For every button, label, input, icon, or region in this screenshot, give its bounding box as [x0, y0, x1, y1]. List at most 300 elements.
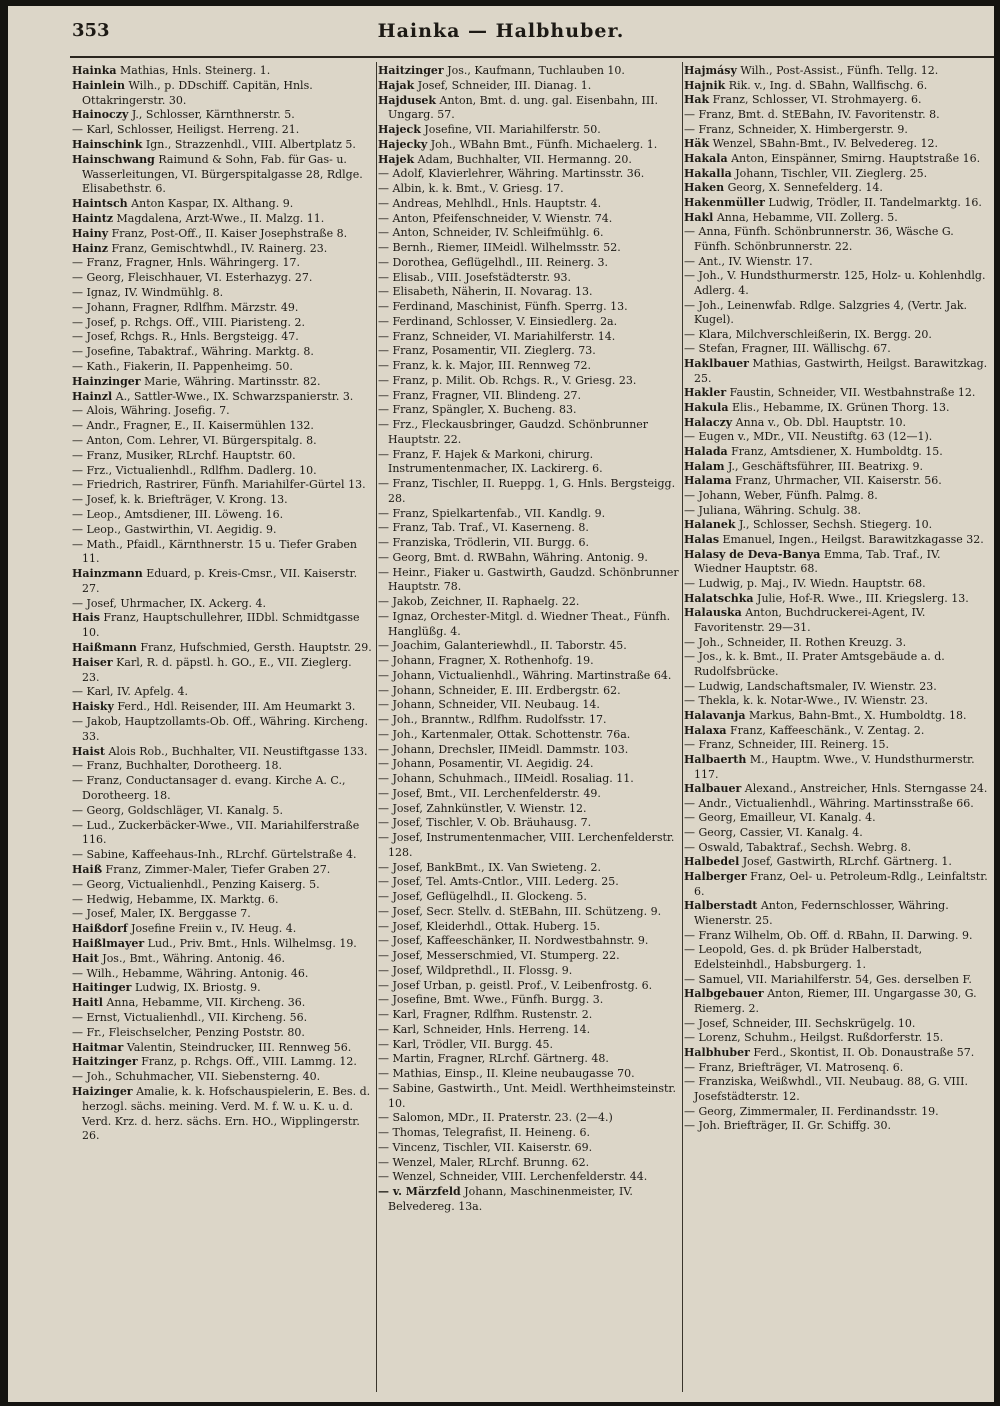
entry-surname: Halaczy	[684, 415, 733, 429]
entry-details: Emanuel, Ingen., Heilgst. Barawitzkagasse 32.	[719, 533, 984, 546]
entry-details: Franz, Zimmer-Maler, Tiefer Graben 27.	[102, 863, 331, 877]
entry-surname: Halauska	[684, 606, 742, 620]
entry-details: — Johann, Weber, Fünfh. Palmg. 8.	[684, 489, 878, 503]
entry-details: — Sabine, Gastwirth., Unt. Meidl. Werthheimsteinstr. 10.	[378, 1081, 676, 1110]
entry-surname: Halasy de Deva-Banya	[684, 547, 821, 561]
entry-details: Franz, p. Rchgs. Off., VIII. Lammg. 12.	[137, 1055, 357, 1069]
entry-details: Josef, Schneider, III. Dianag. 1.	[414, 78, 592, 92]
page-header	[8, 20, 994, 50]
entry-details: — Karl, Fragner, Rdlfhm. Rustenstr. 2.	[378, 1008, 593, 1021]
entry-details: M., Hauptm. Wwe., V. Hundsthurmerstr. 117.	[694, 752, 975, 781]
directory-entry	[378, 1067, 684, 1082]
directory-entry	[378, 1126, 684, 1141]
entry-details: — Wenzel, Schneider, VIII. Lerchenfelderstr. 44.	[378, 1170, 648, 1184]
entry-details: — Wilh., Hebamme, Währing. Antonig. 46.	[72, 966, 309, 980]
entry-details: Anton, Bmt. d. ung. gal. Eisenbahn, III. Ungarg. 57.	[388, 93, 659, 122]
directory-entry	[72, 419, 372, 434]
entry-surname: Halaxa	[684, 723, 727, 737]
page-number: 353	[72, 20, 110, 41]
directory-entry	[72, 863, 372, 878]
entry-details: Anton Kaspar, IX. Althang. 9.	[127, 197, 294, 211]
entry-details: — Heinr., Fiaker u. Gastwirth, Gaudzd. Schönbrunner Hauptstr. 78.	[378, 565, 679, 594]
entry-details: — Andreas, Mehlhdl., Hnls. Hauptstr. 4.	[378, 196, 602, 210]
entry-details: — Joachim, Galanteriewhdl., II. Taborstr. 45.	[378, 639, 627, 653]
entry-details: Magdalena, Arzt-Wwe., II. Malzg. 11.	[113, 211, 325, 225]
entry-details: Franz, Schlosser, VI. Strohmayerg. 6.	[709, 93, 922, 107]
entry-details: — Josef, Secr. Stellv. d. StEBahn, III. Schützeng. 9.	[378, 904, 662, 918]
directory-entry	[684, 606, 990, 635]
entry-details: Marie, Währing. Martinsstr. 82.	[140, 374, 321, 388]
directory-entry	[684, 694, 990, 709]
directory-entry	[72, 153, 372, 197]
entry-surname: Halas	[684, 533, 720, 546]
directory-entry	[684, 181, 990, 196]
entry-surname: Halanek	[684, 518, 736, 532]
entry-details: Rik. v., Ing. d. SBahn, Wallfischg. 6.	[725, 78, 928, 92]
directory-entry	[378, 595, 684, 610]
entry-details: — Franz, Schneider, VI. Mariahilferstr. 14.	[378, 329, 616, 343]
directory-entry	[684, 592, 990, 607]
directory-entry	[684, 167, 990, 182]
entry-details: — Johann, Schneider, VII. Neubaug. 14.	[378, 698, 600, 712]
entry-details: — Johann, Posamentir, VI. Aegidig. 24.	[378, 757, 594, 771]
entry-details: Adam, Buchhalter, VII. Hermanng. 20.	[414, 152, 632, 166]
entry-surname: Hak	[684, 93, 710, 107]
directory-entry	[378, 330, 684, 345]
entry-surname: Hajek	[378, 152, 415, 166]
entry-surname: Haitzinger	[72, 1055, 138, 1069]
directory-entry	[684, 680, 990, 695]
entry-details: — Josef, Uhrmacher, IX. Ackerg. 4.	[72, 596, 266, 610]
entry-details: — Josef, Maler, IX. Berggasse 7.	[72, 907, 251, 921]
entry-surname: Hajecky	[378, 137, 428, 151]
entry-details: — Georg, Victualienhdl., Penzing Kaiserg. 5.	[72, 877, 320, 891]
directory-entry	[72, 301, 372, 316]
directory-entry	[684, 504, 990, 519]
entry-surname: Hais	[72, 611, 100, 625]
entry-details: — Joh., V. Hundsthurmerstr. 125, Holz- u. Kohlenhdlg. Adlerg. 4.	[684, 269, 986, 297]
entry-details: — Joh., Schneider, II. Rothen Kreuzg. 3.	[684, 635, 907, 649]
entry-details: — Karl, Schneider, Hnls. Herreng. 14.	[378, 1022, 591, 1036]
entry-details: Alois Rob., Buchhalter, VII. Neustiftgasse 133.	[104, 744, 368, 758]
entry-details: — Josef, Schneider, III. Sechskrügelg. 10.	[684, 1016, 916, 1030]
directory-entry	[378, 698, 684, 713]
directory-entry	[378, 964, 684, 979]
entry-details: Jos., Bmt., Währing. Antonig. 46.	[98, 951, 285, 965]
page-title: Hainka — Halbhuber.	[377, 20, 625, 42]
directory-entry	[378, 1008, 684, 1023]
directory-entry	[684, 1031, 990, 1046]
directory-entry	[684, 650, 990, 679]
entry-details: — Hedwig, Hebamme, IX. Marktg. 6.	[72, 892, 279, 906]
directory-entry	[378, 831, 684, 861]
entry-details: — Franz, Musiker, RLrchf. Hauptstr. 60.	[72, 448, 296, 462]
entry-details: Valentin, Steindrucker, III. Rennweg 56.	[123, 1040, 352, 1054]
entry-details: Georg, X. Sennefelderg. 14.	[724, 181, 883, 195]
directory-entry	[378, 300, 684, 315]
entry-details: — Josef, BankBmt., IX. Van Swieteng. 2.	[378, 860, 601, 874]
entry-details: — Bernh., Riemer, IIMeidl. Wilhelmsstr. 52.	[378, 241, 621, 254]
entry-surname: Hainzl	[72, 389, 113, 403]
directory-entry	[72, 256, 372, 271]
directory-entry	[378, 772, 684, 787]
entry-details: — Jos., k. k. Bmt., II. Prater Amtsgebäude a. d. Rudolfsbrücke.	[684, 650, 945, 678]
directory-entry	[378, 1185, 684, 1215]
directory-entry	[684, 269, 990, 298]
directory-entry	[378, 713, 684, 728]
entry-details: — Johann, Fragner, Rdlfhm. Märzstr. 49.	[72, 300, 299, 314]
directory-entry	[378, 79, 684, 94]
entry-details: — Joh., Branntw., Rdlfhm. Rudolfsstr. 17.	[378, 713, 607, 726]
entry-details: Josefine Freiin v., IV. Heug. 4.	[127, 922, 297, 936]
entry-details: — Georg, Goldschläger, VI. Kanalg. 5.	[72, 803, 283, 817]
entry-details: — Wenzel, Maler, RLrchf. Brunng. 62.	[378, 1155, 590, 1169]
directory-entry	[72, 212, 372, 227]
entry-details: Johann, Tischler, VII. Zieglerg. 25.	[731, 166, 928, 180]
directory-entry	[378, 920, 684, 935]
directory-entry	[72, 523, 372, 538]
directory-entry	[378, 418, 684, 448]
entry-surname: Halavanja	[684, 708, 746, 722]
directory-entry	[378, 536, 684, 551]
entry-details: — Josef Urban, p. geistl. Prof., V. Leibenfrostg. 6.	[378, 978, 653, 992]
entry-details: — Ludwig, p. Maj., IV. Wiedn. Hauptstr. 68.	[684, 576, 926, 590]
entry-details: Franz, Post-Off., II. Kaiser Josephstraße 8.	[108, 226, 348, 240]
column-3	[684, 64, 990, 1394]
directory-entry	[684, 518, 990, 533]
directory-entry	[684, 211, 990, 226]
directory-entry	[72, 804, 372, 819]
directory-entry	[378, 551, 684, 566]
directory-entry	[378, 787, 684, 802]
directory-entry	[72, 390, 372, 405]
entry-details: Emma, Tab. Traf., IV. Wiedner Hauptstr. 68.	[694, 547, 941, 576]
directory-entry	[378, 949, 684, 964]
directory-entry	[72, 449, 372, 464]
directory-entry	[72, 316, 372, 331]
entry-surname: Haitzinger	[378, 64, 444, 77]
entry-details: — Josefine, Tabaktraf., Währing. Marktg. 8.	[72, 345, 314, 359]
directory-entry	[378, 610, 684, 640]
entry-details: — Johann, Fragner, X. Rothenhofg. 19.	[378, 654, 594, 667]
entry-details: — Franz, p. Milit. Ob. Rchgs. R., V. Griesg. 23.	[378, 373, 637, 387]
directory-entry	[72, 893, 372, 908]
entry-details: — Friedrich, Rastrirer, Fünfh. Mariahilfer-Gürtel 13.	[72, 478, 366, 492]
entry-surname: Hakalla	[684, 166, 732, 180]
directory-entry	[684, 811, 990, 826]
entry-details: J., Schlosser, Kärnthnerstr. 5.	[128, 108, 295, 122]
directory-entry	[378, 1052, 684, 1067]
directory-entry	[378, 566, 684, 596]
directory-entry	[378, 507, 684, 522]
column-divider	[376, 62, 377, 1392]
entry-details: — Josef, Messerschmied, VI. Stumperg. 22.	[378, 949, 620, 962]
directory-entry	[684, 225, 990, 254]
directory-entry	[684, 548, 990, 577]
entry-details: Mathias, Hnls. Steinerg. 1.	[116, 64, 271, 77]
directory-entry	[378, 64, 684, 79]
directory-entry	[72, 123, 372, 138]
entry-surname: Hakenmüller	[684, 195, 765, 209]
entry-surname: Hainzmann	[72, 567, 143, 581]
entry-details: — Karl, Schlosser, Heiligst. Herreng. 21.	[72, 123, 300, 137]
entry-surname: Halbedel	[684, 855, 740, 869]
entry-details: Ferd., Skontist, II. Ob. Donaustraße 57.	[749, 1045, 975, 1059]
entry-details: — Franz, Posamentir, VII. Zieglerg. 73.	[378, 344, 596, 358]
entry-details: — Josef, k. k. Briefträger, V. Krong. 13.	[72, 493, 288, 507]
directory-entry	[378, 256, 684, 271]
directory-entry	[378, 816, 684, 831]
directory-entry	[72, 79, 372, 109]
entry-details: — Georg, Fleischhauer, VI. Esterhazyg. 27.	[72, 271, 313, 285]
entry-details: Wilh., Post-Assist., Fünfh. Tellg. 12.	[736, 64, 939, 77]
directory-entry	[684, 841, 990, 856]
directory-entry	[684, 738, 990, 753]
directory-entry	[72, 493, 372, 508]
entry-details: Franz, Hauptschullehrer, IIDbl. Schmidtgasse 10.	[82, 611, 360, 640]
directory-entry	[72, 434, 372, 449]
entry-details: — Joh., Schuhmacher, VII. Siebensterng. 40.	[72, 1070, 321, 1084]
entry-details: — Martin, Fragner, RLrchf. Gärtnerg. 48.	[378, 1052, 609, 1066]
entry-details: Faustin, Schneider, VII. Westbahnstraße 12.	[726, 386, 976, 400]
entry-details: Mathias, Gastwirth, Heilgst. Barawitzkag. 25.	[694, 357, 988, 385]
directory-entry	[72, 952, 372, 967]
entry-details: — Josef, Tischler, V. Ob. Bräuhausg. 7.	[378, 816, 592, 830]
directory-entry	[378, 241, 684, 256]
entry-details: — Josef, Rchgs. R., Hnls. Bergsteigg. 47.	[72, 330, 299, 344]
directory-entry	[72, 538, 372, 568]
entry-details: — Anton, Com. Lehrer, VI. Bürgerspitalg. 8.	[72, 433, 317, 447]
entry-details: — Joh., Kartenmaler, Ottak. Schottenstr. 76a.	[378, 727, 631, 741]
directory-entry	[72, 404, 372, 419]
directory-entry	[378, 226, 684, 241]
directory-entry	[72, 922, 372, 937]
directory-entry	[378, 802, 684, 817]
entry-details: — Karl, IV. Apfelg. 4.	[72, 685, 189, 699]
entry-details: Ign., Strazzenhdl., VIII. Albertplatz 5.	[142, 137, 356, 151]
entry-details: — Johann, Schuhmach., IIMeidl. Rosaliag. 11.	[378, 772, 634, 785]
directory-entry	[378, 1156, 684, 1171]
entry-details: — Georg, Bmt. d. RWBahn, Währing. Antonig. 9.	[378, 550, 648, 564]
entry-details: — Franz, Schneider, III. Reinerg. 15.	[684, 738, 890, 752]
directory-entry	[72, 567, 372, 597]
directory-entry	[684, 1061, 990, 1076]
entry-details: — Leopold, Ges. d. pk Brüder Halberstadt, Edelsteinhdl., Habsburgerg. 1.	[684, 943, 923, 972]
entry-details: Wilh., p. DDschiff. Capitän, Hnls. Ottakringerstr. 30.	[82, 78, 313, 107]
directory-entry	[684, 899, 990, 928]
entry-details: — Franz, Fragner, Hnls. Währingerg. 17.	[72, 256, 300, 270]
directory-entry	[684, 709, 990, 724]
entry-details: — Franziska, Trödlerin, VII. Burgg. 6.	[378, 536, 589, 549]
directory-entry	[72, 227, 372, 242]
directory-entry	[684, 386, 990, 401]
entry-surname: Hait	[72, 951, 99, 965]
directory-entry	[684, 724, 990, 739]
directory-entry	[684, 64, 990, 79]
directory-entry	[72, 981, 372, 996]
directory-entry	[72, 774, 372, 804]
directory-entry	[378, 1038, 684, 1053]
directory-entry	[72, 345, 372, 360]
entry-details: — Samuel, VII. Mariahilferstr. 54, Ges. derselben F.	[684, 972, 972, 986]
directory-entry	[378, 669, 684, 684]
directory-entry	[72, 64, 372, 79]
entry-surname: Hainzinger	[72, 374, 141, 388]
directory-entry	[378, 757, 684, 772]
entry-details: — Franz, k. k. Major, III. Rennweg 72.	[378, 359, 591, 372]
directory-entry	[684, 445, 990, 460]
directory-entry	[72, 937, 372, 952]
directory-entry	[378, 905, 684, 920]
directory-entry	[378, 1082, 684, 1112]
entry-details: — Jakob, Zeichner, II. Raphaelg. 22.	[378, 595, 580, 608]
entry-details: — Johann, Drechsler, IIMeidl. Dammstr. 103.	[378, 742, 629, 756]
column-1	[72, 64, 372, 1394]
directory-entry	[378, 197, 684, 212]
directory-entry	[72, 1011, 372, 1026]
directory-entry	[72, 138, 372, 153]
directory-entry	[684, 489, 990, 504]
directory-entry	[684, 328, 990, 343]
entry-details: Ludwig, Trödler, II. Tandelmarktg. 16.	[764, 195, 982, 209]
entry-details: — Albin, k. k. Bmt., V. Griesg. 17.	[378, 182, 564, 195]
directory-entry	[72, 1070, 372, 1085]
entry-details: — Frz., Victualienhdl., Rdlfhm. Dadlerg. 10.	[72, 463, 317, 477]
entry-details: Amalie, k. k. Hofschauspielerin, E. Bes. d. herzogl. sächs. meining. Verd. M. f. W. u. K. u. d. Verd. Krz. d. herz. sächs. Ern. HO., Wipplingerstr. 26.	[82, 1084, 371, 1143]
directory-entry	[72, 108, 372, 123]
directory-entry	[378, 654, 684, 669]
entry-details: — Stefan, Fragner, III. Wällischg. 67.	[684, 342, 891, 356]
directory-entry	[684, 870, 990, 899]
entry-details: — Andr., Fragner, E., II. Kaisermühlen 132.	[72, 419, 314, 433]
directory-entry	[684, 855, 990, 870]
directory-entry	[684, 1075, 990, 1104]
entry-details: Franz, Oel- u. Petroleum-Rdlg., Leinfaltstr. 6.	[694, 870, 988, 898]
directory-entry	[72, 375, 372, 390]
entry-surname: Hainschwang	[72, 152, 155, 166]
entry-details: — Salomon, MDr., II. Praterstr. 23. (2—4.)	[378, 1111, 613, 1125]
entry-details: — Franziska, Weißwhdl., VII. Neubaug. 88, G. VIII. Josefstädterstr. 12.	[684, 1075, 968, 1103]
entry-details: — Jakob, Hauptzollamts-Ob. Off., Währing. Kircheng. 33.	[72, 715, 368, 743]
directory-entry	[684, 401, 990, 416]
entry-details: — Joh., Leinenwfab. Rdlge. Salzgries 4, (Vertr. Jak. Kugel).	[684, 298, 968, 327]
directory-entry	[72, 197, 372, 212]
entry-details: Johann, Maschinenmeister, IV. Belvedereg. 13a.	[388, 1185, 633, 1213]
entry-details: — Georg, Emailleur, VI. Kanalg. 4.	[684, 811, 876, 825]
directory-entry	[684, 1017, 990, 1032]
entry-details: — Johann, Victualienhdl., Währing. Martinstraße 64.	[378, 668, 672, 682]
entry-surname: Haiß	[72, 863, 103, 877]
entry-details: — Johann, Schneider, E. III. Erdbergstr. 62.	[378, 683, 621, 697]
directory-entry	[684, 943, 990, 972]
directory-entry	[378, 875, 684, 890]
entry-details: Eduard, p. Kreis-Cmsr., VII. Kaiserstr. 27.	[82, 567, 358, 595]
entry-details: — Franz, Conductansager d. evang. Kirche A. C., Dorotheerg. 18.	[72, 774, 346, 803]
entry-surname: Halada	[684, 445, 728, 459]
entry-details: — Mathias, Einsp., II. Kleine neubaugasse 70.	[378, 1067, 635, 1080]
entry-details: Anna v., Ob. Dbl. Hauptstr. 10.	[732, 415, 906, 429]
entry-details: Franz, Gemischtwhdl., IV. Rainerg. 23.	[107, 241, 328, 255]
entry-surname: Halbaerth	[684, 752, 747, 766]
directory-entry	[72, 242, 372, 257]
entry-details: — Anna, Fünfh. Schönbrunnerstr. 36, Wäsche G. Fünfh. Schönbrunnerstr. 22.	[684, 225, 954, 253]
directory-entry	[378, 285, 684, 300]
entry-details: Josefine, VII. Mariahilferstr. 50.	[420, 123, 601, 136]
entry-details: Anton, Federnschlosser, Währing. Wienerstr. 25.	[694, 899, 949, 928]
directory-entry	[684, 255, 990, 270]
entry-details: — Thomas, Telegrafist, II. Heineng. 6.	[378, 1126, 590, 1139]
directory-entry	[378, 403, 684, 418]
entry-details: — Eugen v., MDr., VII. Neustiftg. 63 (12—1).	[684, 430, 933, 444]
entry-details: — Franz, Bmt. d. StEBahn, IV. Favoritenstr. 8.	[684, 107, 940, 121]
entry-details: — Kath., Fiakerin, II. Pappenheimg. 50.	[72, 359, 293, 373]
directory-entry	[72, 656, 372, 686]
directory-entry	[684, 152, 990, 167]
entry-surname: Hakala	[684, 151, 728, 165]
entry-surname: Haißlmayer	[72, 937, 145, 951]
entry-surname: Hakl	[684, 210, 714, 224]
entry-details: — Oswald, Tabaktraf., Sechsh. Webrg. 8.	[684, 840, 912, 854]
entry-details: — Franz, Fragner, VII. Blindeng. 27.	[378, 388, 581, 402]
entry-details: — Franz, Buchhalter, Dorotheerg. 18.	[72, 759, 282, 773]
entry-details: — Thekla, k. k. Notar-Wwe., IV. Wienstr. 23.	[684, 694, 928, 708]
directory-entry	[684, 93, 990, 108]
entry-details: — Ferdinand, Schlosser, V. Einsiedlerg. 2a.	[378, 314, 618, 328]
entry-details: — Franz, Briefträger, VI. Matrosenq. 6.	[684, 1060, 904, 1074]
entry-details: — Franz, Tischler, II. Rueppg. 1, G. Hnls. Bergsteigg. 28.	[378, 477, 676, 505]
entry-details: Markus, Bahn-Bmt., X. Humboldtg. 18.	[745, 708, 967, 722]
entry-details: — Sabine, Kaffeehaus-Inh., RLrchf. Gürtelstraße 4.	[72, 848, 357, 862]
directory-entry	[378, 521, 684, 536]
directory-entry	[378, 1023, 684, 1038]
directory-entry	[378, 315, 684, 330]
entry-details: — Josef, p. Rchgs. Off., VIII. Piaristeng. 2.	[72, 315, 305, 329]
directory-entry	[684, 1046, 990, 1061]
directory-entry	[684, 416, 990, 431]
entry-details: — Leop., Gastwirthin, VI. Aegidig. 9.	[72, 522, 277, 536]
entry-details: — Alois, Währing. Josefig. 7.	[72, 404, 230, 418]
directory-entry	[72, 907, 372, 922]
directory-entry	[378, 1141, 684, 1156]
directory-entry	[378, 861, 684, 876]
directory-entry	[378, 153, 684, 168]
directory-entry	[684, 430, 990, 445]
directory-entry	[684, 123, 990, 138]
directory-entry	[378, 94, 684, 124]
directory-entry	[72, 715, 372, 745]
entry-details: J., Geschäftsführer, III. Beatrixg. 9.	[724, 459, 924, 473]
entry-surname: Haist	[72, 744, 105, 758]
entry-surname: Hainlein	[72, 78, 126, 92]
directory-entry	[684, 196, 990, 211]
entry-surname: Halam	[684, 459, 725, 473]
directory-entry	[378, 212, 684, 227]
entry-surname: Haitinger	[72, 981, 132, 995]
entry-details: — Ludwig, Landschaftsmaler, IV. Wienstr. 23.	[684, 679, 937, 693]
directory-entry	[72, 1055, 372, 1070]
directory-entry	[72, 464, 372, 479]
entry-surname: Haklbauer	[684, 357, 749, 371]
directory-entry	[684, 1119, 990, 1134]
header-rule	[70, 56, 994, 58]
entry-surname: Halbgebauer	[684, 987, 764, 1001]
entry-details: — Georg, Cassier, VI. Kanalg. 4.	[684, 826, 863, 840]
directory-entry	[378, 684, 684, 699]
entry-surname: Haißmann	[72, 641, 137, 655]
entry-details: — Lorenz, Schuhm., Heilgst. Rußdorferstr. 15.	[684, 1031, 944, 1045]
entry-details: — Josef, Kleiderhdl., Ottak. Huberg. 15.	[378, 919, 601, 933]
entry-details: J., Schlosser, Sechsh. Stiegerg. 10.	[735, 518, 933, 532]
